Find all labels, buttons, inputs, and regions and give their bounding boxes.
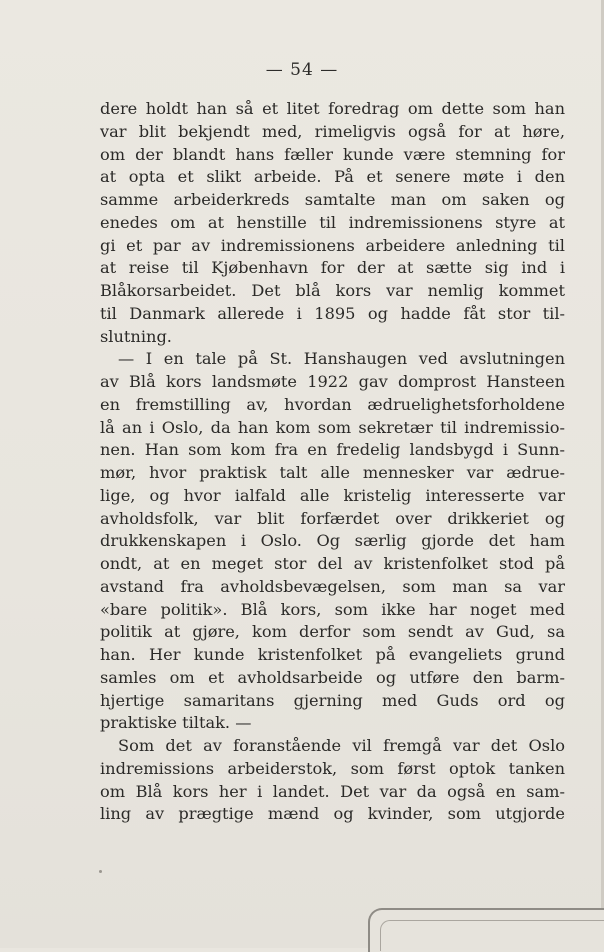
text-line: «bare politik». Blå kors, som ikke har noget med	[100, 599, 565, 619]
ink-speck	[99, 870, 102, 873]
text-line: lå an i Oslo, da han kom som sekretær til indremissio-	[100, 417, 565, 437]
text-line: om der blandt hans fæller kunde være stemning for	[100, 144, 565, 164]
text-line: hjertige samaritans gjerning med Guds ord og	[100, 690, 565, 710]
text-line: enedes om at henstille til indremissionens styre at	[100, 212, 565, 232]
text-line-paragraph-end: slutning.	[100, 326, 172, 346]
text-line: indremissions arbeiderstok, som først optok tanken	[100, 758, 565, 778]
page-number: — 54 —	[265, 60, 339, 80]
text-line: av Blå kors landsmøte 1922 gav domprost Hansteen	[100, 372, 565, 391]
text-line: politik at gjøre, kom derfor som sendt av Gud, sa	[100, 622, 565, 642]
body-text	[100, 98, 565, 826]
text-line: han. Her kunde kristenfolket på evangeliets grund	[100, 645, 565, 664]
text-line: var blit bekjendt med, rimeligvis også for at høre,	[100, 121, 565, 141]
text-line: at reise til Kjøbenhavn for der at sætte sig ind i	[100, 258, 565, 278]
text-line: samme arbeiderkreds samtalte man om saken og	[100, 190, 565, 209]
text-line: lige, og hvor ialfald alle kristelig interesserte var	[100, 485, 565, 505]
text-line: til Danmark allerede i 1895 og hadde fåt stor til-	[100, 303, 565, 323]
text-line: mør, hvor praktisk talt alle mennesker var ædrue-	[100, 463, 565, 482]
text-line: gi et par av indremissionens arbeidere anledning til	[100, 235, 565, 255]
text-line: avstand fra avholdsbevægelsen, som man sa var	[100, 576, 565, 596]
text-line: om Blå kors her i landet. Det var da også en sam-	[100, 781, 565, 801]
text-line-paragraph-start: Som det av foranstående vil fremgå var det Oslo	[118, 736, 565, 755]
text-line: nen. Han som kom fra en fredelig landsbygd i Sunn-	[100, 440, 565, 460]
text-line: ondt, at en meget stor del av kristenfolket stod på	[100, 554, 565, 573]
text-line: en fremstilling av, hvordan ædruelighetsforholdene	[100, 394, 565, 414]
text-line: samles om et avholdsarbeide og utføre den barm-	[100, 667, 565, 687]
text-line: dere holdt han så et litet foredrag om dette som han	[100, 99, 565, 118]
text-line: Blåkorsarbeidet. Det blå kors var nemlig kommet	[100, 281, 565, 300]
text-line: ling av prægtige mænd og kvinder, som utgjorde	[100, 804, 565, 824]
text-line-paragraph-start: — I en tale på St. Hanshaugen ved avslutningen	[118, 349, 565, 369]
text-line-paragraph-end: praktiske tiltak. —	[100, 713, 252, 733]
text-line: at opta et slikt arbeide. På et senere møte i den	[100, 167, 565, 187]
text-line: avholdsfolk, var blit forfærdet over drikkeriet og	[100, 508, 565, 528]
library-stamp-inner-outline	[380, 920, 604, 951]
text-line: drukkenskapen i Oslo. Og særlig gjorde det ham	[100, 531, 565, 551]
